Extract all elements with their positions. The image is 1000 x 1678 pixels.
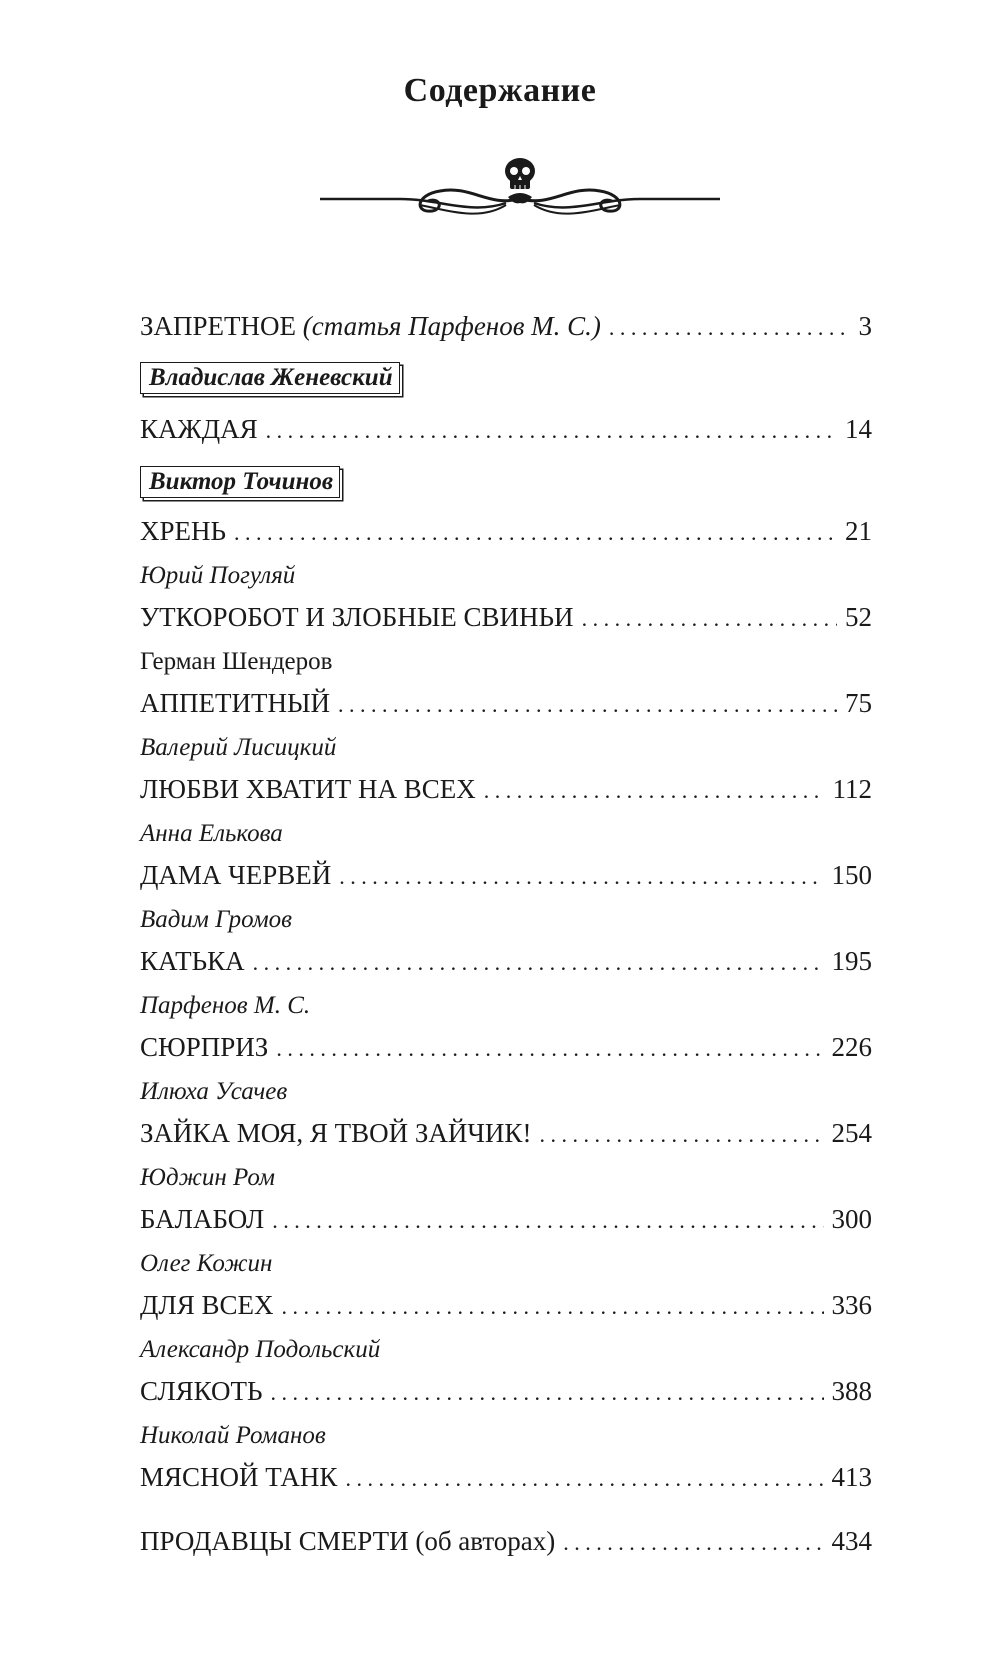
entry-title: ХРЕНЬ: [140, 516, 227, 546]
entry-subtitle: (статья Парфенов М. С.): [302, 311, 601, 341]
entry-title: УТКОРОБОТ И ЗЛОБНЫЕ СВИНЬИ: [140, 602, 574, 632]
toc-entry[interactable]: [140, 1116, 872, 1152]
entry-title: ЗАПРЕТНОЕ: [140, 311, 297, 341]
page-number: 112: [832, 774, 872, 804]
entry-title: БАЛАБОЛ: [140, 1204, 265, 1234]
toc-entry[interactable]: [140, 944, 872, 980]
author-name: Александр Подольский: [140, 1336, 381, 1363]
page-number: 52: [845, 602, 872, 632]
author-name: Владислав Женевский: [140, 362, 400, 394]
page-number: 413: [831, 1462, 872, 1492]
dot-leader: [345, 1462, 823, 1496]
dot-leader: [338, 688, 837, 722]
dot-leader: [539, 1118, 823, 1152]
dot-leader: [609, 311, 851, 345]
toc-entry[interactable]: [140, 600, 872, 636]
page-number: 14: [845, 414, 872, 444]
entry-title: ПРОДАВЦЫ СМЕРТИ: [140, 1526, 409, 1556]
page-number: 195: [831, 946, 872, 976]
author-name: Парфенов М. С.: [140, 992, 311, 1019]
page-number: 3: [858, 311, 872, 341]
skull-flourish-icon: [320, 155, 720, 235]
dot-leader: [271, 1376, 824, 1410]
author-name: Валерий Лисицкий: [140, 734, 337, 761]
entry-title: ЛЮБВИ ХВАТИТ НА ВСЕХ: [140, 774, 476, 804]
page-number: 75: [845, 688, 872, 718]
toc-entry[interactable]: [140, 1460, 872, 1496]
toc-entry[interactable]: [140, 1288, 872, 1324]
author-name: Николай Романов: [140, 1422, 326, 1449]
page-number: 21: [845, 516, 872, 546]
author-name: Олег Кожин: [140, 1250, 273, 1277]
page-number: 336: [831, 1290, 872, 1320]
page-number: 254: [831, 1118, 872, 1148]
entry-title: ЗАЙКА МОЯ, Я ТВОЙ ЗАЙЧИК!: [140, 1118, 532, 1148]
page-number: 388: [831, 1376, 872, 1406]
toc-entry[interactable]: [140, 858, 872, 894]
toc-entry[interactable]: [140, 1202, 872, 1238]
entry-title: МЯСНОЙ ТАНК: [140, 1462, 338, 1492]
author-name: Вадим Громов: [140, 906, 293, 933]
page-number: 300: [831, 1204, 872, 1234]
author-name: Герман Шендеров: [140, 648, 333, 675]
dot-leader: [282, 1290, 824, 1324]
page-title: Содержание: [403, 72, 597, 109]
author-name: Виктор Точинов: [140, 466, 340, 498]
dot-leader: [234, 516, 837, 550]
dot-leader: [266, 414, 837, 448]
page-number: 434: [831, 1526, 872, 1556]
entry-title: КАЖДАЯ: [140, 414, 258, 444]
entry-title: ДЛЯ ВСЕХ: [140, 1290, 274, 1320]
dot-leader: [582, 602, 837, 636]
author-name: Илюха Усачев: [140, 1078, 288, 1105]
entry-title: СЛЯКОТЬ: [140, 1376, 263, 1406]
entry-title: АППЕТИТНЫЙ: [140, 688, 331, 718]
entry-title: СЮРПРИЗ: [140, 1032, 269, 1062]
toc-entry[interactable]: [140, 1030, 872, 1066]
dot-leader: [484, 774, 825, 808]
entry-title: КАТЬКА: [140, 946, 245, 976]
toc-entry[interactable]: [140, 309, 872, 345]
toc-entry[interactable]: [140, 514, 872, 550]
toc-entry[interactable]: [140, 1374, 872, 1410]
dot-leader: [276, 1032, 823, 1066]
entry-title: ДАМА ЧЕРВЕЙ: [140, 860, 332, 890]
entry-subtitle: (об авторах): [415, 1526, 556, 1556]
dot-leader: [253, 946, 824, 980]
author-name: Юджин Ром: [140, 1164, 275, 1191]
dot-leader: [339, 860, 823, 894]
toc-entry[interactable]: [140, 412, 872, 448]
author-name: Юрий Погуляй: [140, 562, 296, 589]
page-number: 226: [831, 1032, 872, 1062]
page-number: 150: [831, 860, 872, 890]
author-name: Анна Елькова: [140, 820, 283, 847]
dot-leader: [563, 1526, 823, 1560]
dot-leader: [272, 1204, 823, 1238]
toc-entry[interactable]: [140, 1524, 872, 1560]
toc-entry[interactable]: [140, 772, 872, 808]
toc-entry[interactable]: [140, 686, 872, 722]
